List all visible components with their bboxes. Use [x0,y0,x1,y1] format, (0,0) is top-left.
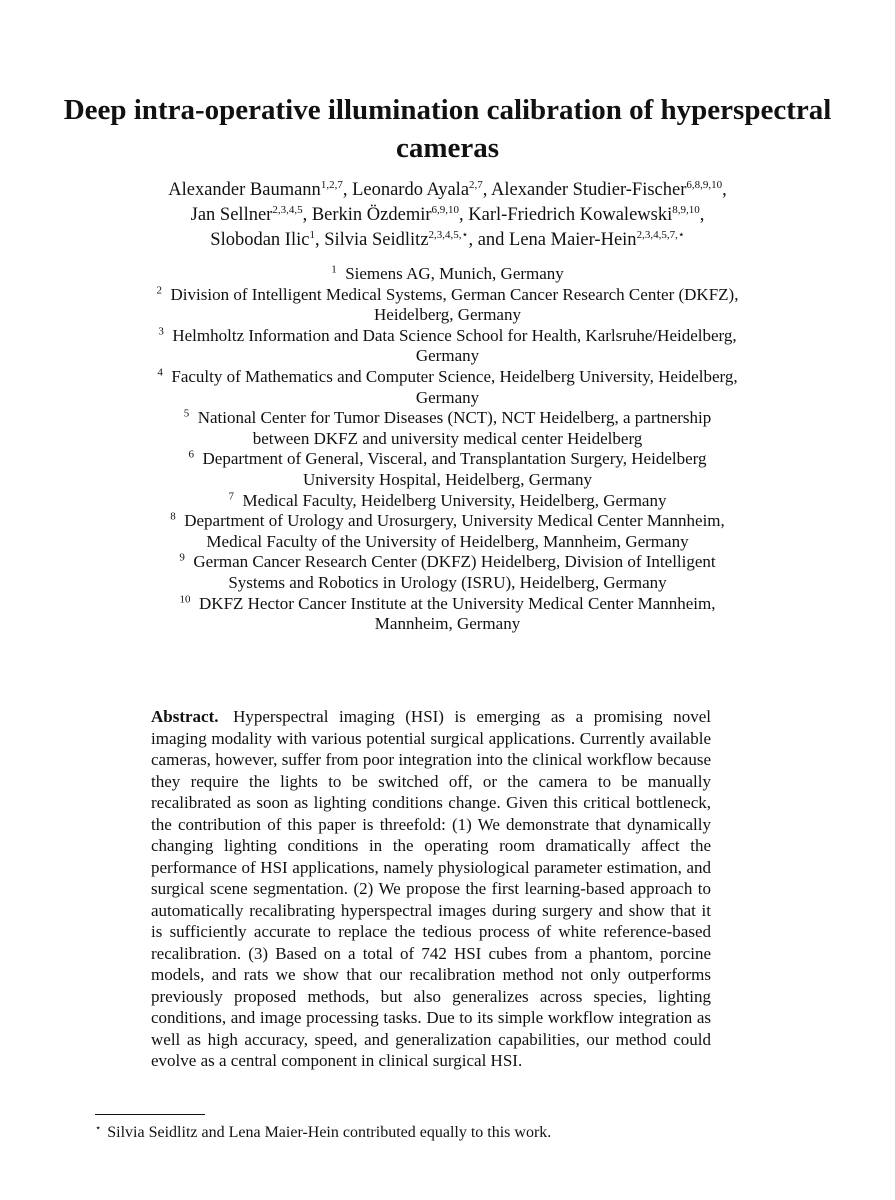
author-name: Jan Sellner [190,205,273,225]
author-name: Karl-Friedrich Kowalewski [468,205,673,225]
author [468,205,704,225]
affiliation-text: Helmholtz Information and Data Science School for Health, Karlsruhe/Heidelberg, Germany [172,325,737,366]
paper-title: Deep intra-operative illumination calibration of hyperspectral cameras [63,94,832,165]
affiliation-number: 7 [228,489,235,502]
author-separator: , [699,205,705,225]
affiliation-item [40,264,855,285]
author-separator: , [314,230,325,250]
affiliation-text: National Center for Tumor Diseases (NCT), NCT Heidelberg, a partnership between DKFZ and university medical center Heidelberg [197,408,712,448]
author-affiliation-marks: 2,3,4,5 [272,203,303,216]
affiliation-number: 9 [179,551,185,564]
author-affiliation-marks: 6,8,9,10 [686,178,723,191]
author [191,205,312,225]
author-affiliation-marks: 6,9,10 [431,203,460,216]
author-separator: , and [468,230,510,250]
affiliation-text: Medical Faculty, Heidelberg University, Heidelberg, Germany [242,490,667,510]
footnote [95,1123,815,1143]
affiliation-item [40,552,855,593]
affiliation-item [40,285,855,326]
author-separator: , [342,180,353,200]
author-separator: , [722,180,727,200]
affiliation-number: 5 [183,407,190,420]
affiliation-text: Faculty of Mathematics and Computer Science, Heidelberg University, Heidelberg, Germany [171,366,738,407]
affiliation-number: 1 [331,263,337,276]
affiliation-number: 10 [179,592,191,605]
author-affiliation-marks: 2,3,4,5,7,⋆ [636,228,685,241]
affiliation-list [40,264,855,635]
author-affiliation-marks: 1 [309,228,315,241]
author-separator: , [302,205,312,225]
affiliation-item [40,408,855,449]
author-name: Alexander Studier-Fischer [491,180,687,200]
affiliation-item [40,491,855,512]
author-separator: , [459,205,469,225]
author [352,180,491,200]
affiliation-item [40,326,855,367]
affiliation-text: DKFZ Hector Cancer Institute at the University Medical Center Mannheim, Mannheim, Germany [199,593,716,634]
affiliation-item [40,449,855,490]
affiliation-item [40,367,855,408]
author [312,205,468,225]
author-name: Berkin Özdemir [311,205,432,225]
author-name: Lena Maier-Hein [509,230,637,250]
affiliation-text: Department of Urology and Urosurgery, University Medical Center Mannheim, Medical Faculty of the University of Heidelberg, Mannheim, Germany [184,511,725,551]
author-name: Leonardo Ayala [352,180,470,200]
affiliation-number: 6 [188,448,195,461]
author-affiliation-marks: 8,9,10 [672,203,700,216]
author-affiliation-marks: 2,7 [469,178,483,191]
author [210,230,324,250]
author-name: Slobodan Ilic [210,230,310,250]
affiliation-text: Department of General, Visceral, and Transplantation Surgery, Heidelberg University Hospital, Heidelberg, Germany [202,449,707,489]
author-affiliation-marks: 1,2,7 [320,178,343,191]
affiliation-number: 8 [170,510,176,523]
author [491,180,727,200]
footnote-mark: ⋆ [95,1122,102,1134]
abstract [151,706,711,1072]
affiliation-number: 4 [157,366,163,379]
affiliation-number: 3 [158,325,164,338]
author-separator: , [482,180,492,200]
author-name: Alexander Baumann [168,180,321,200]
affiliation-text: German Cancer Research Center (DKFZ) Heidelberg, Division of Intelligent Systems and Robotics in Urology (ISRU), Heidelberg, Germany [193,552,716,592]
abstract-text: Hyperspectral imaging (HSI) is emerging as a promising novel imaging modality with various potential surgical applications. Currently available cameras, however, suffer from poor integration into the clinical workflow because they require the lights to be switched off, or the camera to be manually recalibrated as soon as lighting conditions change. Given this critical bottleneck, the contribution of this paper is threefold: (1) We demonstrate that dynamically changing lighting conditions in the operating room dramatically affect the performance of HSI applications, namely physiological parameter estimation, and surgical scene segmentation. (2) We propose the first learning-based approach to automatically recalibrating hyperspectral images during surgery and show that it is sufficiently accurate to replace the tedious process of white reference-based recalibration. (3) Based on a total of 742 HSI cubes from a phantom, porcine models, and rats we show that our recalibration method not only outperforms previously proposed methods, but also generalizes across species, lighting conditions, and image processing tasks. Due to its simple workflow integration as well as high accuracy, speed, and generalization capabilities, our method could evolve as a central component in clinical surgical HSI. [151,707,711,1070]
footnote-divider [95,1114,205,1115]
author-affiliation-marks: 2,3,4,5,⋆ [428,228,469,241]
author [509,230,685,250]
author [168,180,352,200]
author-name: Silvia Seidlitz [324,230,429,250]
affiliation-text: Division of Intelligent Medical Systems, German Cancer Research Center (DKFZ), Heidelberg, Germany [170,284,739,325]
affiliation-text: Siemens AG, Munich, Germany [345,264,564,283]
footnote-text: Silvia Seidlitz and Lena Maier-Hein contributed equally to this work. [107,1124,552,1141]
abstract-label: Abstract. [151,707,219,726]
affiliation-item [40,511,855,552]
author [324,230,509,250]
affiliation-number: 2 [156,283,163,296]
author-list [40,178,855,253]
affiliation-item [40,594,855,635]
